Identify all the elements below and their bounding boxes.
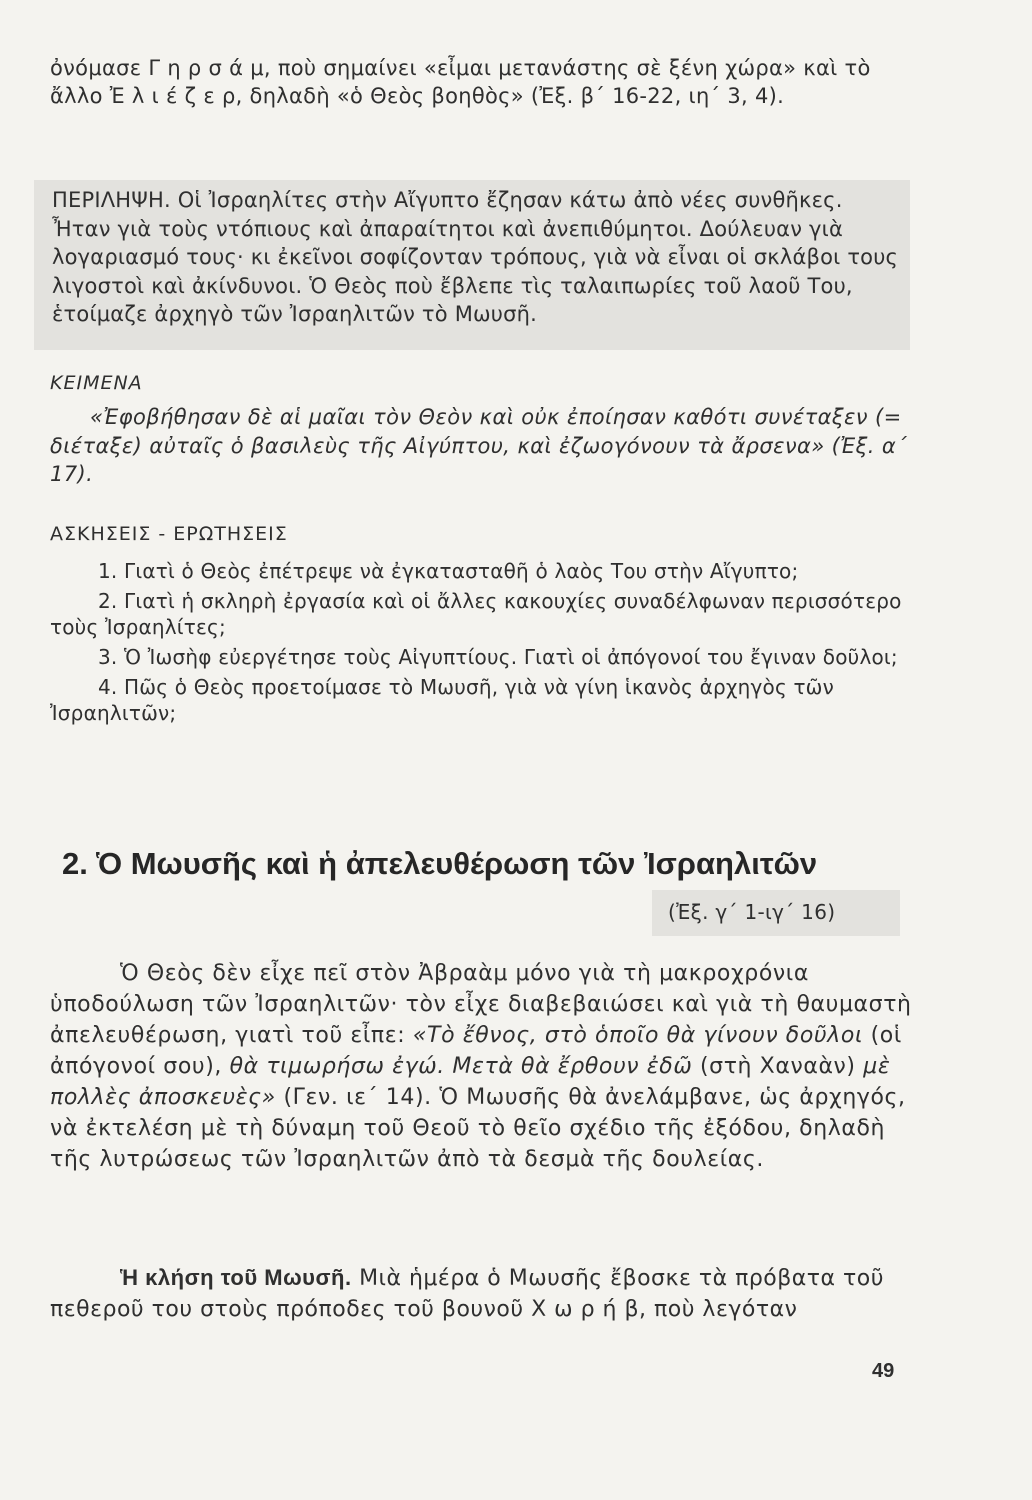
- summary-text: ΠΕΡΙΛΗΨΗ. Οἱ Ἰσραηλίτες στὴν Αἴγυπτο ἔζησαν κάτω ἀπὸ νέες συνθῆκες. Ἦταν γιὰ τοὺς ντόπιους καὶ ἀπαραίτητοι καὶ ἀνεπιθύμητοι. Δούλευαν γιὰ λογαριασμό τους· κι ἐκεῖνοι σοφίζονταν τρόπους, γιὰ νὰ εἶναι οἱ σκλάβοι τους λιγοστοὶ καὶ ἀκίνδυνοι. Ὁ Θεὸς ποὺ ἔβλεπε τὶς ταλαιπωρίες τοῦ λαοῦ Του, ἑτοίμαζε ἀρχηγὸ τῶν Ἰσραηλιτῶν τὸ Μωυσῆ.: [52, 188, 899, 326]
- summary-box: [34, 180, 910, 350]
- chapter-reference-box: [652, 890, 900, 936]
- body-paragraph-2: [50, 1262, 912, 1325]
- intro-paragraph: ὀνόμασε Γ η ρ σ ά μ, ποὺ σημαίνει «εἶμαι μετανάστης σὲ ξένη χώρα» καὶ τὸ ἄλλο Ἐ λ ι έ ζ ε ρ, δηλαδὴ «ὁ Θεὸς βοηθὸς» (Ἐξ. β΄ 16-22, ιη΄ 3, 4).: [50, 56, 871, 108]
- body-quote: «Τὸ ἔθνος, στὸ ὁποῖο θὰ γίνουν δοῦλοι: [412, 1023, 863, 1048]
- exercise-list: [50, 558, 910, 730]
- body-text: Μιὰ ἡμέρα ὁ Μωυσῆς ἔβοσκε τὰ πρόβατα τοῦ πεθεροῦ του στοὺς πρόποδες τοῦ βουνοῦ Χ ω ρ ή β, ποὺ λεγόταν: [50, 1266, 884, 1322]
- body-text: (οἱ ἀπόγονοί σου),: [50, 1023, 902, 1079]
- exercise-item: 1. Γιατὶ ὁ Θεὸς ἐπέτρεψε νὰ ἐγκατασταθῆ ὁ λαὸς Του στὴν Αἴγυπτο;: [98, 559, 799, 583]
- exercise-item: 3. Ὁ Ἰωσὴφ εὐεργέτησε τοὺς Αἰγυπτίους. Γιατὶ οἱ ἀπόγονοί του ἔγιναν δοῦλοι;: [98, 645, 898, 669]
- exercises-heading: ΑΣΚΗΣΕΙΣ - ΕΡΩΤΗΣΕΙΣ: [50, 523, 288, 545]
- exercise-item: 2. Γιατὶ ἡ σκληρὴ ἐργασία καὶ οἱ ἄλλες κακουχίες συναδέλφωναν περισσότερο τοὺς Ἰσραηλίτες;: [50, 589, 902, 639]
- section-lead: Ἡ κλήση τοῦ Μωυσῆ.: [120, 1265, 352, 1290]
- chapter-reference: (Ἐξ. γ΄ 1-ιγ΄ 16): [668, 900, 836, 924]
- texts-heading: ΚΕΙΜΕΝΑ: [50, 372, 143, 394]
- body-text: (στὴ Χαναὰν): [692, 1054, 864, 1079]
- exercise-item: 4. Πῶς ὁ Θεὸς προετοίμασε τὸ Μωυσῆ, γιὰ νὰ γίνη ἱκανὸς ἀρχηγὸς τῶν Ἰσραηλιτῶν;: [50, 675, 835, 725]
- body-text: (Γεν. ιε΄ 14). Ὁ Μωυσῆς θὰ ἀνελάμβανε, ὡς ἀρχηγός, νὰ ἐκτελέση μὲ τὴ δύναμη τοῦ Θεοῦ τὸ θεῖο σχέδιο τῆς ἐξόδου, δηλαδὴ τῆς λυτρώσεως τῶν Ἰσραηλιτῶν ἀπὸ τὰ δεσμὰ τῆς δουλείας.: [50, 1085, 906, 1172]
- body-text: Ὁ Θεὸς δὲν εἶχε πεῖ στὸν Ἀβραὰμ μόνο γιὰ τὴ μακροχρόνια ὑποδούλωση τῶν Ἰσραηλιτῶν· τὸν εἶχε διαβεβαιώσει καὶ γιὰ τὴ θαυμαστὴ ἀπελευθέρωση, γιατὶ τοῦ εἶπε:: [50, 961, 912, 1048]
- body-quote: θὰ τιμωρήσω ἐγώ. Μετὰ θὰ ἔρθουν ἐδῶ: [229, 1054, 693, 1079]
- chapter-title: 2. Ὁ Μωυσῆς καὶ ἡ ἀπελευθέρωση τῶν Ἰσραηλιτῶν: [62, 846, 818, 881]
- body-paragraph-1: [50, 958, 912, 1175]
- body-quote: μὲ πολλὲς ἀποσκευὲς»: [50, 1054, 891, 1110]
- page-number: 49: [872, 1360, 895, 1382]
- scripture-quote: «Ἐφοβήθησαν δὲ αἱ μαῖαι τὸν Θεὸν καὶ οὐκ ἐποίησαν καθότι συνέταξεν (= διέταξε) αὐταῖς ὁ βασιλεὺς τῆς Αἰγύπτου, καὶ ἐζωογόνουν τὰ ἄρσενα» (Ἐξ. α΄ 17).: [50, 405, 908, 486]
